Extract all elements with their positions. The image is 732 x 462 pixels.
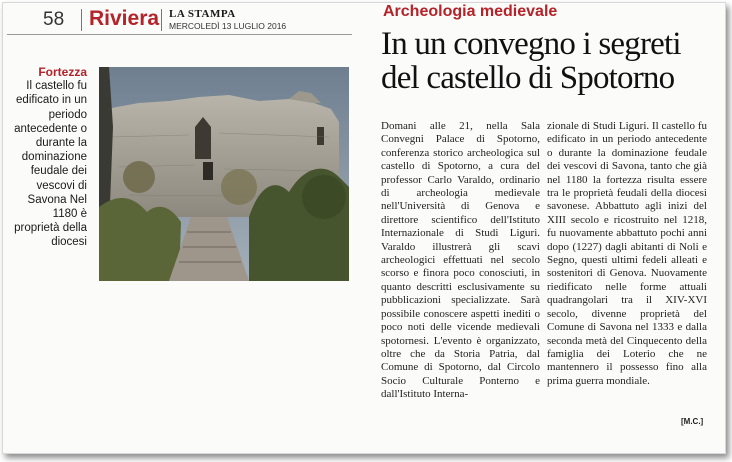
header-rule <box>7 34 352 35</box>
newspaper-name: LA STAMPA <box>169 8 236 20</box>
newspaper-page <box>2 2 726 454</box>
article-kicker: Archeologia medievale <box>383 3 558 20</box>
castle-ruins-photo <box>99 67 349 281</box>
photo-caption <box>7 65 87 250</box>
page-number: 58 <box>43 9 65 30</box>
article-column-1: Domani alle 21, nella Sala Convegni Palace di Spotorno, conferenza storico archeologica sul castello di Spotorno, a cura del professor Carlo Varaldo, ordinario di archeologia medievale nell'Università di Genova e direttore scientifico dell'Istituto Internazionale di Studi Liguri. Varaldo illustrerà gli scavi archeologici effettuati nel secolo scorso e finora poco conosciuti, in quanto descritti esclusivamente su pubblicazioni specializzate. Sarà possibile conoscere aspetti inediti o poco noti delle vicende medievali spotornesi. L'evento è organizzato, oltre che da Storia Patria, dal Comune di Spotorno, dal Circolo Socio Culturale Ponterno e dall'Istituto Interna- <box>381 120 540 401</box>
section-name: Riviera <box>89 7 160 30</box>
author-signature: [M.C.] <box>681 417 704 426</box>
caption-title: Fortezza <box>38 65 87 79</box>
header-divider <box>81 9 82 31</box>
header-divider <box>161 9 162 31</box>
caption-text: Il castello fu edificato in un periodo antecedente o durante la dominazione feudale dei vescovi di Savona Nel 1180 è proprietà della diocesi <box>14 80 87 249</box>
article-title: In un convegno i segreti del castello di Spotorno <box>381 26 681 96</box>
article-column-2: zionale di Studi Liguri. Il castello fu edificato in un periodo antecedente o durante la dominazione feudale dei vescovi di Savona, tanto che già nel 1180 la fortezza risulta essere tra le proprietà feudali della diocesi savonese. Abbattuto agli inizi del XIII secolo e ricostruito nel 1218, fu nuovamente abbattuto pochi anni dopo (1227) dagli abitanti di Noli e Segno, questi ultimi fedeli alleati e sostenitori di Genova. Nuovamente riedificato nelle forme attuali quadrangolari tra il XIV-XVI secolo, divenne proprietà del Comune di Savona nel 1333 e dalla seconda metà del Cinquecento della famiglia dei Loterio che ne mantennero il possesso fino alla prima guerra mondiale. <box>547 120 707 387</box>
issue-date: MERCOLEDÌ 13 LUGLIO 2016 <box>169 21 287 31</box>
